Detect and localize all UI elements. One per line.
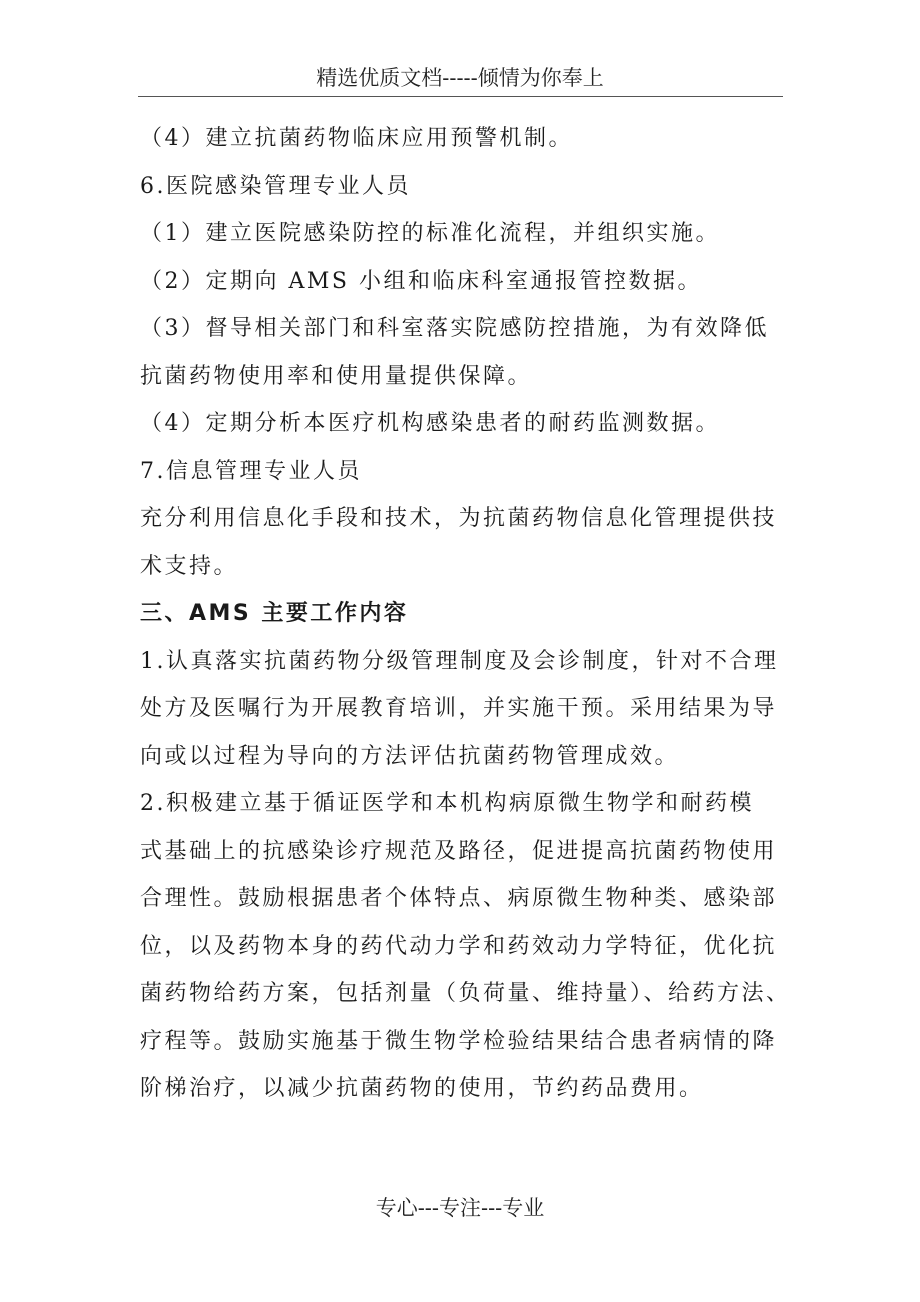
text-line: （3）督导相关部门和科室落实院感防控措施，为有效降低 — [140, 316, 769, 341]
text-line: 术支持。 — [140, 553, 239, 579]
text-line: （1）建立医院感染防控的标准化流程，并组织实施。 — [140, 221, 720, 246]
text-line: 抗菌药物使用率和使用量提供保障。 — [140, 363, 533, 389]
text-line: 2.积极建立基于循证医学和本机构病原微生物学和耐药模 — [140, 791, 754, 816]
text-line: 菌药物给药方案，包括剂量（负荷量、维持量）、给药方法、 — [140, 981, 791, 1006]
text-line: 疗程等。鼓励实施基于微生物学检验结果结合患者病情的降 — [140, 1028, 778, 1054]
text-line: 1.认真落实抗菌药物分级管理制度及会诊制度，针对不合理 — [140, 648, 779, 674]
text-line: 向或以过程为导向的方法评估抗菌药物管理成效。 — [140, 743, 680, 769]
text-line: 合理性。鼓励根据患者个体特点、病原微生物种类、感染部 — [140, 886, 778, 911]
text-line: 充分利用信息化手段和技术，为抗菌药物信息化管理提供技 — [140, 506, 778, 531]
document-body — [140, 115, 791, 1113]
header-divider — [138, 96, 783, 97]
page-header: 精选优质文档-----倾情为你奉上 — [316, 66, 604, 90]
text-line: （4）建立抗菌药物临床应用预警机制。 — [140, 126, 573, 151]
text-line: （4）定期分析本医疗机构感染患者的耐药监测数据。 — [140, 411, 720, 436]
section-heading: 6.医院感染管理专业人员 — [140, 173, 411, 199]
text-line: 阶梯治疗，以减少抗菌药物的使用，节约药品费用。 — [140, 1076, 704, 1101]
page-footer: 专心---专注---专业 — [375, 1196, 545, 1220]
chapter-heading: 三、AMS 主要工作内容 — [140, 601, 409, 626]
text-line: 位，以及药物本身的药代动力学和药效动力学特征，优化抗 — [140, 933, 778, 959]
text-line: 式基础上的抗感染诊疗规范及路径，促进提高抗菌药物使用 — [140, 838, 778, 864]
text-line: （2）定期向 AMS 小组和临床科室通报管控数据。 — [140, 268, 702, 294]
section-heading: 7.信息管理专业人员 — [140, 458, 362, 484]
text-line: 处方及医嘱行为开展教育培训，并实施干预。采用结果为导 — [140, 696, 778, 721]
